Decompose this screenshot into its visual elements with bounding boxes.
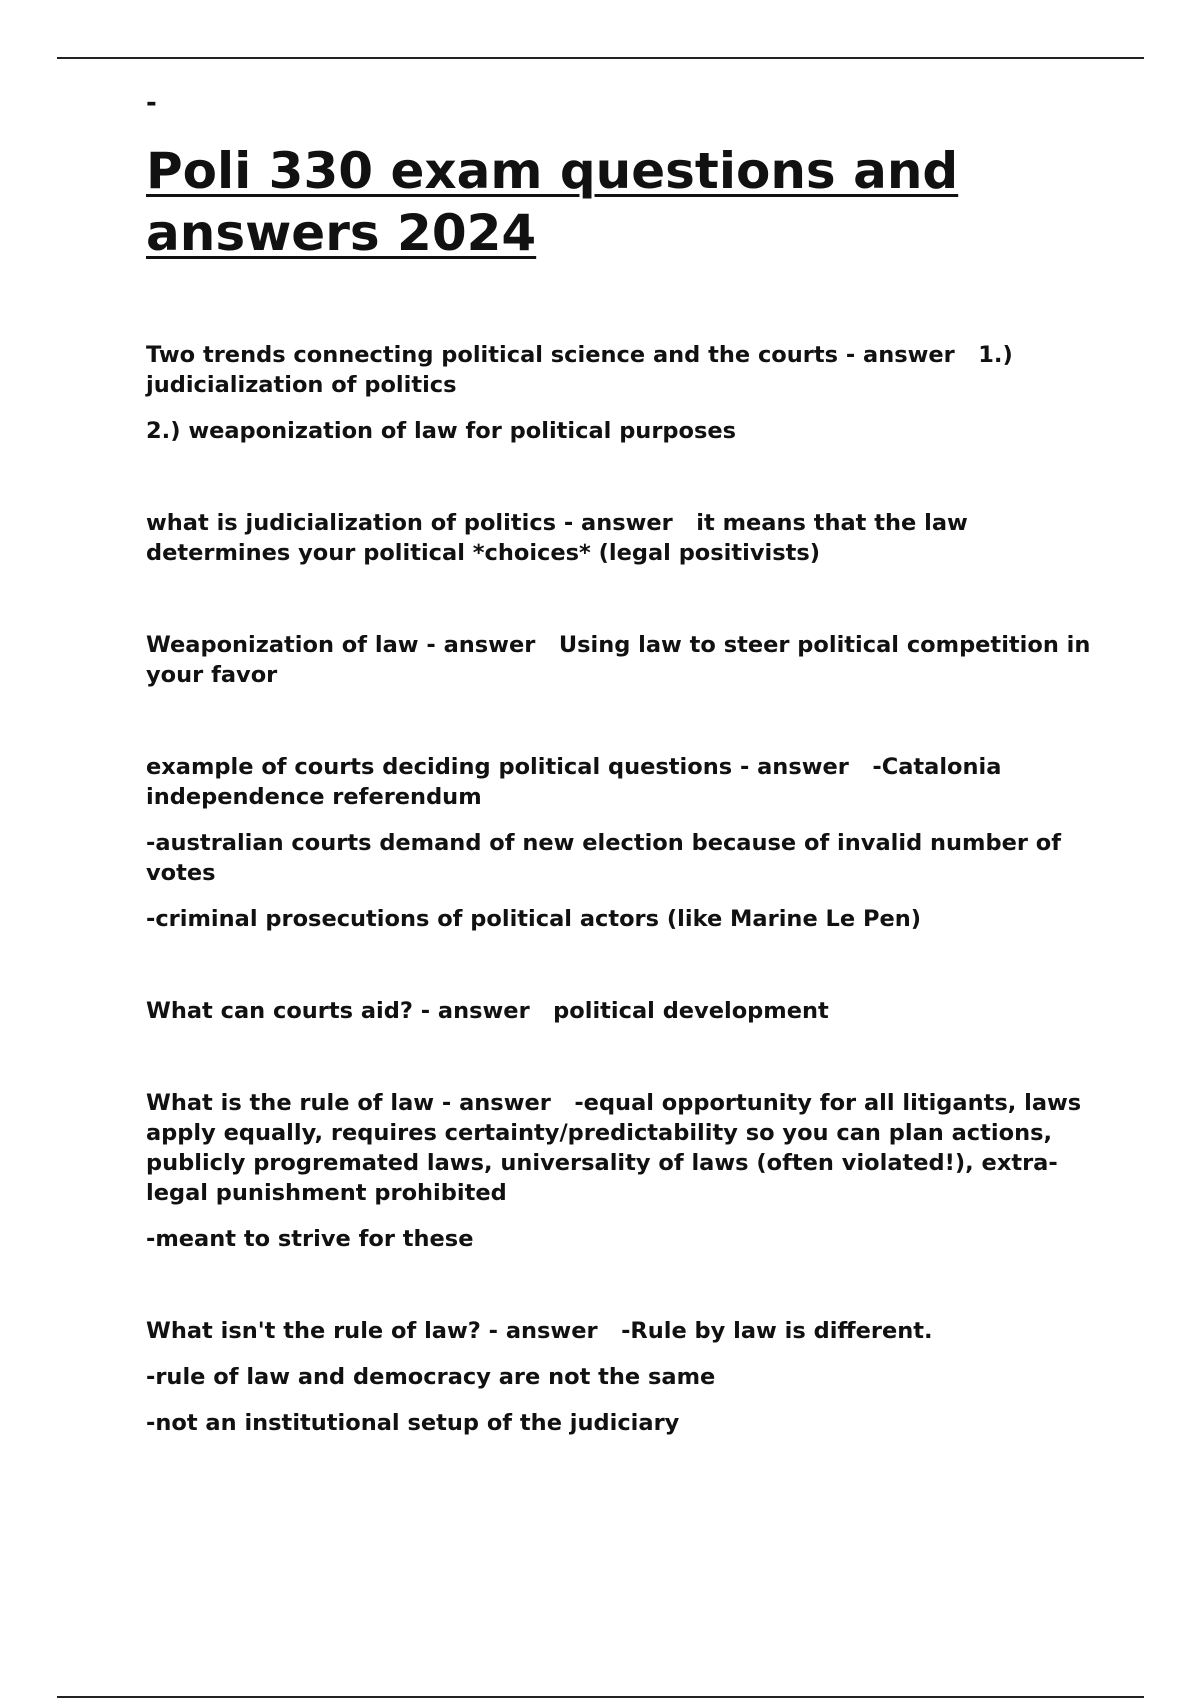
qa-answer-continuation: -not an institutional setup of the judiciary [146, 1410, 680, 1436]
qa-separator [955, 342, 979, 368]
qa-line [146, 752, 1096, 812]
qa-item [146, 340, 1096, 446]
qa-answer-continuation: -meant to strive for these [146, 1226, 474, 1252]
leading-dash: - [146, 88, 157, 118]
qa-separator [535, 632, 559, 658]
qa-item [146, 508, 1096, 568]
qa-question: Two trends connecting political science and the courts - answer [146, 342, 955, 368]
qa-answer: -Rule by law is different. [621, 1318, 933, 1344]
qa-line [146, 340, 1096, 400]
qa-question: example of courts deciding political questions - answer [146, 754, 849, 780]
qa-answer: it means that the law determines your political *choices* (legal positivists) [146, 510, 968, 566]
document-title: Poli 330 exam questions and answers 2024 [146, 142, 959, 262]
qa-separator [598, 1318, 622, 1344]
qa-answer: political development [553, 998, 829, 1024]
qa-item [146, 630, 1096, 690]
qa-answer: Using law to steer political competition in your favor [146, 632, 1091, 688]
qa-separator [530, 998, 554, 1024]
qa-answer: 1.) judicialization of politics [146, 342, 1013, 398]
qa-item [146, 996, 1096, 1026]
qa-question: What can courts aid? - answer [146, 998, 530, 1024]
bottom-rule [57, 1696, 1144, 1698]
qa-item [146, 752, 1096, 934]
document-body [146, 88, 1096, 1500]
qa-answer: -equal opportunity for all litigants, laws apply equally, requires certainty/predictability so you can plan actions, publicly progremated laws, universality of laws (often violated!), extra-legal punishment prohibited [146, 1090, 1082, 1206]
qa-separator [849, 754, 873, 780]
qa-question: What isn't the rule of law? - answer [146, 1318, 598, 1344]
qa-line [146, 508, 1096, 568]
qa-question: what is judicialization of politics - answer [146, 510, 673, 536]
qa-list [146, 340, 1096, 1438]
qa-question: Weaponization of law - answer [146, 632, 536, 658]
qa-item [146, 1316, 1096, 1438]
qa-answer-continuation: -rule of law and democracy are not the same [146, 1364, 716, 1390]
qa-line [146, 1088, 1096, 1208]
qa-line [146, 630, 1096, 690]
qa-item [146, 1088, 1096, 1254]
qa-line [146, 1316, 1096, 1346]
qa-answer-continuation: 2.) weaponization of law for political purposes [146, 418, 737, 444]
qa-line [146, 996, 1096, 1026]
qa-answer-continuation: -criminal prosecutions of political actors (like Marine Le Pen) [146, 906, 922, 932]
qa-answer-continuation: -australian courts demand of new election because of invalid number of votes [146, 830, 1062, 886]
qa-question: What is the rule of law - answer [146, 1090, 551, 1116]
qa-answer: -Catalonia independence referendum [146, 754, 1002, 810]
top-rule [57, 57, 1144, 59]
qa-separator [673, 510, 697, 536]
qa-separator [551, 1090, 575, 1116]
